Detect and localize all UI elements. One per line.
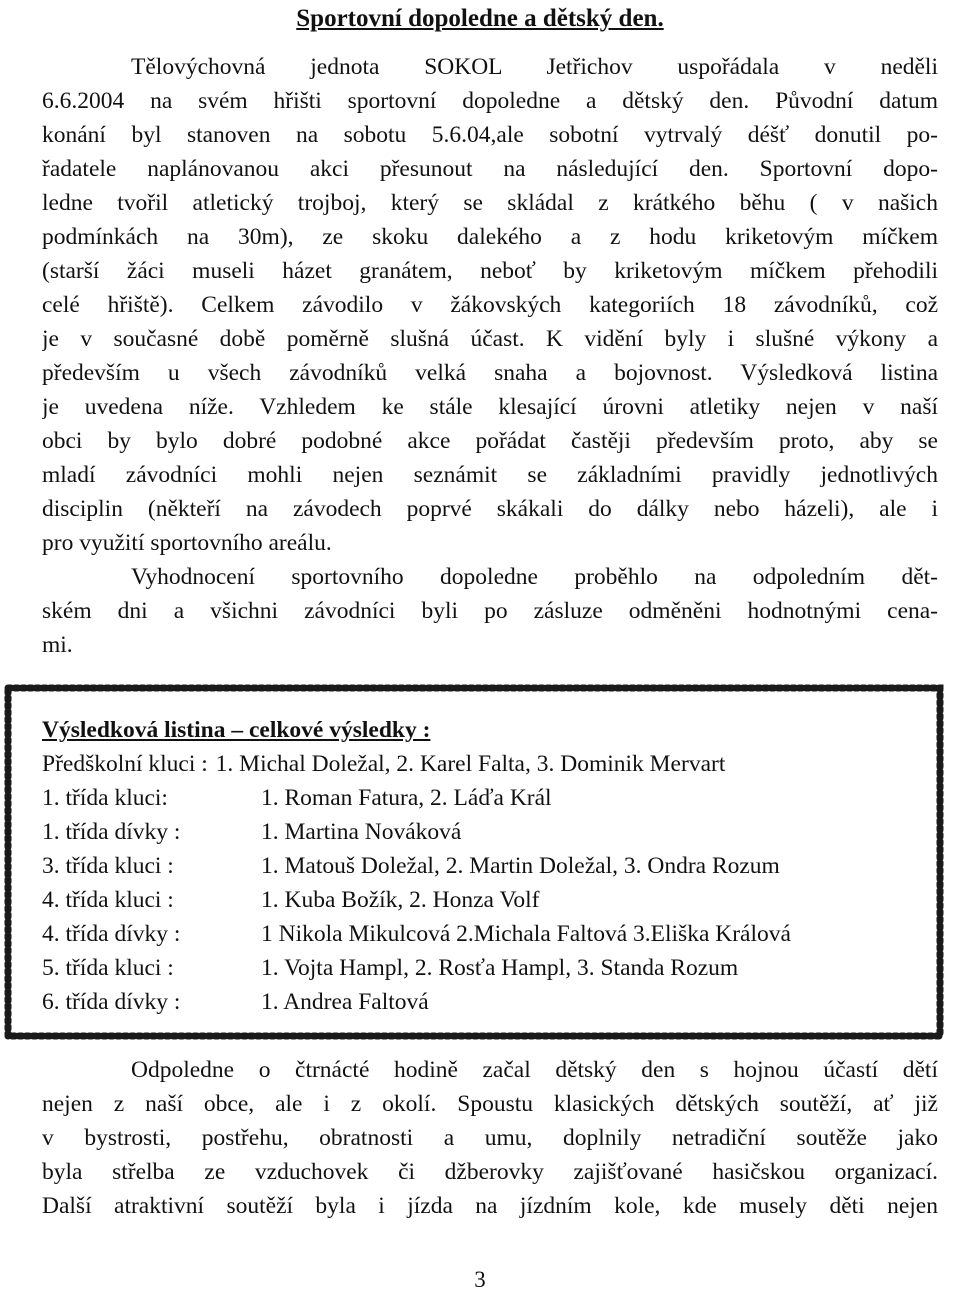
winners: 1. Vojta Hampl, 2. Rosťa Hampl, 3. Standa Rozum	[261, 955, 739, 981]
winners: 1. Roman Fatura, 2. Láďa Král	[261, 785, 552, 811]
category-label: 6. třída dívky :	[42, 989, 181, 1015]
winners: 1. Matouš Doležal, 2. Martin Doležal, 3. Ondra Rozum	[261, 853, 780, 879]
results-heading: Výsledková listina – celkové výsledky :	[42, 717, 431, 743]
intro-paragraphs	[42, 50, 938, 662]
page-title: Sportovní dopoledne a dětský den.	[296, 5, 664, 32]
text-line: konání byl stanoven na sobotu 5.6.04,ale sobotní vytrvalý déšť donutil po-	[42, 122, 938, 148]
results-row	[42, 985, 942, 1019]
text-line: v bystrosti, postřehu, obratnosti a umu, doplnily netradiční soutěže jako	[42, 1125, 938, 1151]
winners: 1. Andrea Faltová	[261, 989, 429, 1015]
text-line: pro využití sportovního areálu.	[42, 530, 332, 556]
results-row	[42, 951, 942, 985]
text-line: řadatele naplánovanou akci přesunout na následující den. Sportovní dopo-	[42, 156, 938, 182]
text-line: celé hřiště). Celkem závodilo v žákovských kategoriích 18 závodníků, což	[42, 292, 938, 318]
results-row	[42, 815, 942, 849]
category-label: 1. třída dívky :	[42, 819, 181, 845]
text-line: je v současné době poměrně slušná účast. K vidění byly i slušné výkony a	[42, 326, 938, 352]
category-label: 4. třída kluci :	[42, 887, 174, 913]
category-label: 3. třída kluci :	[42, 853, 174, 879]
category-label: 4. třída dívky :	[42, 921, 181, 947]
winners: 1. Michal Doležal, 2. Karel Falta, 3. Dominik Mervart	[215, 751, 726, 777]
text-line: mi.	[42, 632, 73, 658]
text-line: 6.6.2004 na svém hřišti sportovní dopoledne a dětský den. Původní datum	[42, 88, 938, 114]
results-row	[42, 747, 942, 781]
category-label: Předškolní kluci :	[42, 751, 208, 777]
text-line: Odpoledne o čtrnácté hodině začal dětský den s hojnou účastí dětí	[131, 1057, 938, 1083]
text-line: Další atraktivní soutěží byla i jízda na jízdním kole, kde musely děti nejen	[42, 1193, 938, 1219]
page-number: 3	[474, 1267, 486, 1292]
results-list	[42, 713, 942, 1019]
text-line: Vyhodnocení sportovního dopoledne proběhlo na odpoledním dět-	[131, 564, 938, 590]
winners: 1. Martina Nováková	[261, 819, 462, 845]
category-label: 5. třída kluci :	[42, 955, 174, 981]
text-line: je uvedena níže. Vzhledem ke stále klesající úrovni atletiky nejen v naší	[42, 394, 938, 420]
outro-paragraph	[42, 1053, 938, 1223]
results-row	[42, 917, 942, 951]
winners: 1 Nikola Mikulcová 2.Michala Faltová 3.Eliška Králová	[261, 921, 791, 947]
results-row	[42, 883, 942, 917]
text-line: Tělovýchovná jednota SOKOL Jetřichov uspořádala v neděli	[131, 54, 938, 80]
text-line: podmínkách na 30m), ze skoku dalekého a z hodu kriketovým míčkem	[42, 224, 938, 250]
results-row	[42, 781, 942, 815]
text-line: obci by bylo dobré podobné akce pořádat častěji především proto, aby se	[42, 428, 938, 454]
text-line: disciplin (někteří na závodech poprvé skákali do dálky nebo házeli), ale i	[42, 496, 938, 522]
results-row	[42, 849, 942, 883]
text-line: především u všech závodníků velká snaha a bojovnost. Výsledková listina	[42, 360, 938, 386]
winners: 1. Kuba Božík, 2. Honza Volf	[261, 887, 540, 913]
category-label: 1. třída kluci:	[42, 785, 168, 811]
text-line: byla střelba ze vzduchovek či džberovky zajišťované hasičskou organizací.	[42, 1159, 938, 1185]
text-line: ském dni a všichni závodníci byli po zásluze odměněni hodnotnými cena-	[42, 598, 938, 624]
text-line: (starší žáci museli házet granátem, neboť by kriketovým míčkem přehodili	[42, 258, 938, 284]
text-line: ledne tvořil atletický trojboj, který se skládal z krátkého běhu ( v našich	[42, 190, 938, 216]
text-line: nejen z naší obce, ale i z okolí. Spoustu klasických dětských soutěží, ať již	[42, 1091, 938, 1117]
text-line: mladí závodníci mohli nejen seznámit se základními pravidly jednotlivých	[42, 462, 938, 488]
